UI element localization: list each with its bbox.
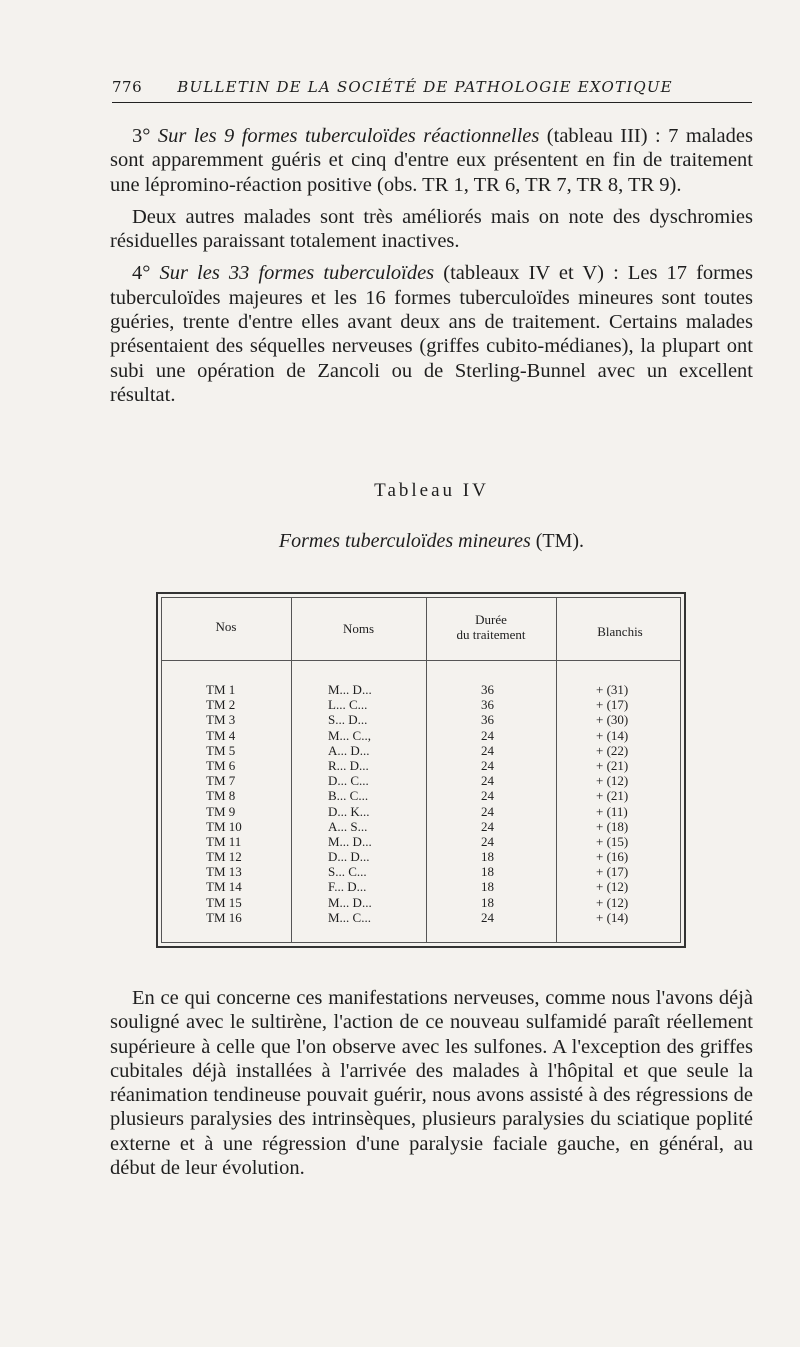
- table-cell-blanchis: + (14): [596, 909, 629, 925]
- table-cell-blanchis: + (16): [596, 849, 629, 865]
- table-cell-no: TM 15: [206, 894, 242, 910]
- table-cell-nom: S... C...: [328, 864, 367, 880]
- table-cell-nom: A... S...: [328, 818, 368, 834]
- table-cell-nom: F... D...: [328, 879, 367, 895]
- table-cell-no: TM 8: [206, 788, 236, 804]
- header-duree: Durée du traitement: [456, 612, 526, 642]
- table-cell-duree: 24: [481, 757, 494, 773]
- table-cell-nom: L... C...: [328, 697, 368, 713]
- table-cell-duree: 36: [481, 682, 494, 697]
- table-cell-no: TM 7: [206, 773, 236, 789]
- table-cell-duree: 24: [481, 773, 494, 789]
- table-cell-duree: 36: [481, 712, 494, 728]
- table-cell-nom: M... C..,: [328, 727, 371, 743]
- paragraph: En ce qui concerne ces manifestations nerveuses, comme nous l'avons déjà souligné avec le sultirène, l'action de ce nouveau sulfamidé paraît réellement supérieure à celle que l'on observe avec les sulfones. A l'exception des griffes cubitales déjà installées à l'arrivée des malades à l'hôpital et que seule la réanimation tendineuse pouvait guérir, nous avons assisté à des régressions de plusieurs paralysies des intrinsèques, plusieurs paralysies du sciatique poplité externe et à une régression d'une paralysie faciale gauche, en général, au début de leur évolution.: [110, 987, 753, 1180]
- page-number: 776: [112, 78, 143, 96]
- paragraph: Deux autres malades sont très améliorés mais on note des dyschromies résiduelles paraissant totalement inactives.: [110, 205, 753, 253]
- table-cell-duree: 24: [481, 742, 494, 758]
- table-cell-no: TM 2: [206, 697, 236, 713]
- table-cell-blanchis: + (15): [596, 833, 629, 849]
- table-cell-no: TM 3: [206, 712, 236, 728]
- running-title: BULLETIN DE LA SOCIÉTÉ DE PATHOLOGIE EXOTIQUE: [177, 78, 673, 96]
- column-nos: [206, 682, 242, 925]
- table-cell-nom: M... D...: [328, 894, 372, 910]
- column-blanchis: [596, 682, 628, 925]
- table-cell-no: TM 12: [206, 849, 242, 865]
- table-cell-nom: A... D...: [328, 742, 370, 758]
- table-cell-nom: D... D...: [328, 849, 370, 865]
- data-table: [156, 592, 686, 948]
- table-cell-blanchis: + (22): [596, 742, 629, 758]
- table-cell-nom: B... C...: [328, 788, 369, 804]
- table-cell-nom: M... C...: [328, 909, 371, 925]
- header-noms: Noms: [342, 621, 375, 636]
- column-duree: [481, 682, 494, 925]
- table-cell-nom: D... K...: [328, 803, 370, 819]
- table-cell-no: TM 14: [206, 879, 242, 895]
- header-nos: Nos: [215, 619, 237, 634]
- table-cell-blanchis: + (12): [596, 879, 629, 895]
- table-cell-no: TM 16: [206, 909, 242, 925]
- column-noms: [328, 682, 372, 925]
- table-cell-blanchis: + (31): [596, 682, 629, 697]
- table-cell-duree: 18: [481, 864, 494, 880]
- table-cell-no: TM 9: [206, 803, 236, 819]
- table-cell-blanchis: + (21): [596, 757, 629, 773]
- table-cell-duree: 18: [481, 879, 494, 895]
- table-cell-no: TM 10: [206, 818, 242, 834]
- table-cell-no: TM 11: [206, 833, 242, 849]
- table-cell-blanchis: + (30): [596, 712, 629, 728]
- header-blanchis: Blanchis: [597, 624, 643, 639]
- table-cell-blanchis: + (11): [596, 803, 628, 819]
- table-cell-duree: 24: [481, 909, 494, 925]
- table-cell-duree: 18: [481, 894, 494, 910]
- table-cell-blanchis: + (12): [596, 894, 629, 910]
- table-cell-no: TM 1: [206, 682, 236, 697]
- table-cell-duree: 24: [481, 803, 494, 819]
- table-cell-duree: 24: [481, 788, 494, 804]
- table-cell-blanchis: + (17): [596, 864, 629, 880]
- table-cell-duree: 36: [481, 697, 494, 713]
- table-cell-blanchis: + (14): [596, 727, 629, 743]
- table-cell-no: TM 5: [206, 742, 236, 758]
- table-cell-nom: M... D...: [328, 682, 372, 697]
- table-subtitle: Formes tuberculoïdes mineures (TM).: [278, 530, 585, 552]
- table-cell-nom: R... D...: [328, 757, 369, 773]
- paragraph: 3° Sur les 9 formes tuberculoïdes réactionnelles (tableau III) : 7 malades sont apparemment guéris et cinq d'entre eux présentent en fin de traitement une lépromino-réaction positive (obs. TR 1, TR 6, TR 7, TR 8, TR 9).: [110, 125, 753, 196]
- running-header: [112, 78, 752, 103]
- table-cell-no: TM 6: [206, 757, 236, 773]
- table-cell-duree: 24: [481, 727, 494, 743]
- table-cell-blanchis: + (21): [596, 788, 629, 804]
- bottom-text-block: [110, 986, 753, 1188]
- table-cell-nom: S... D...: [328, 712, 368, 728]
- table-cell-nom: D... C...: [328, 773, 369, 789]
- table-cell-no: TM 4: [206, 727, 236, 743]
- table-cell-blanchis: + (17): [596, 697, 629, 713]
- top-text-block: [110, 124, 753, 415]
- table-cell-duree: 24: [481, 833, 494, 849]
- table-cell-blanchis: + (18): [596, 818, 629, 834]
- table-cell-no: TM 13: [206, 864, 242, 880]
- paragraph: 4° Sur les 33 formes tuberculoïdes (tableaux IV et V) : Les 17 formes tuberculoïdes majeures et les 16 formes tuberculoïdes mineures sont toutes guéries, trente d'entre elles avant deux ans de traitement. Certains malades présentaient des séquelles nerveuses (griffes cubito-médianes), la plupart ont subi une opération de Zancoli ou de Sterling-Bunnel avec un excellent résultat.: [110, 262, 753, 406]
- table-title: Tableau IV: [374, 480, 489, 501]
- table-cell-blanchis: + (12): [596, 773, 629, 789]
- table-cell-duree: 18: [481, 849, 494, 865]
- table-cell-nom: M... D...: [328, 833, 372, 849]
- table-cell-duree: 24: [481, 818, 494, 834]
